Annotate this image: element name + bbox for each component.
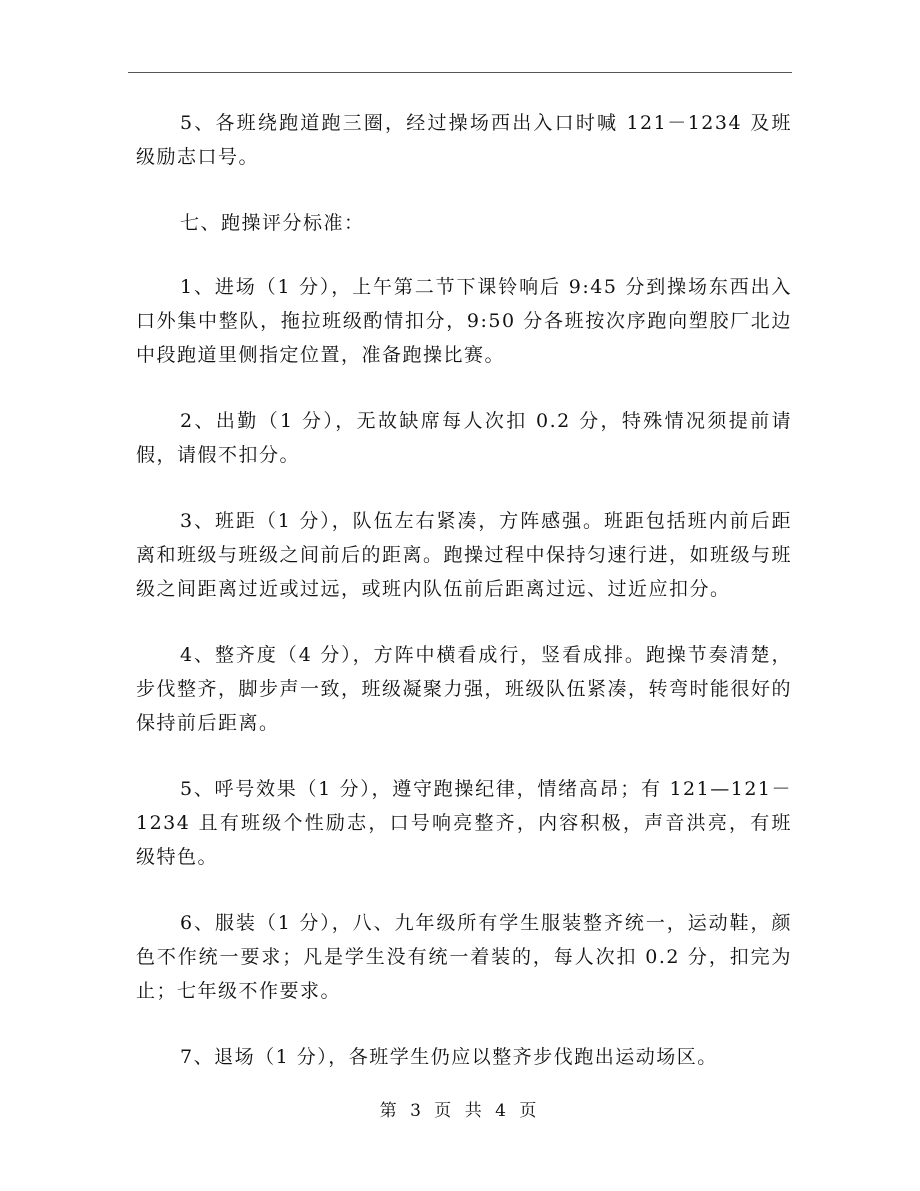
section-heading-scoring-criteria: 七、跑操评分标准： [180,212,365,234]
paragraph-run-three-laps: 5、各班绕跑道跑三圈，经过操场西出入口时喊 121－1234 及班级励志口号。 [136,112,792,168]
paragraph-attendance: 2、出勤（1 分），无故缺席每人次扣 0.2 分，特殊情况须提前请假，请假不扣分。 [136,410,792,466]
paragraph-exit: 7、退场（1 分），各班学生仍应以整齐步伐跑出运动场区。 [180,1046,718,1068]
header-rule [128,72,792,73]
paragraph-clothing: 6、服装（1 分），八、九年级所有学生服装整齐统一，运动鞋，颜色不作统一要求；凡是学生没有统一着装的，每人次扣 0.2 分，扣完为止；七年级不作要求。 [136,912,792,1002]
paragraph-class-spacing: 3、班距（1 分），队伍左右紧凑，方阵感强。班距包括班内前后距离和班级与班级之间前后的距离。跑操过程中保持匀速行进，如班级与班级之间距离过近或过远，或班内队伍前后距离过远、过近应扣分。 [136,510,793,600]
document-body [136,106,792,1106]
paragraph-uniformity: 4、整齐度（4 分），方阵中横看成行，竖看成排。跑操节奏清楚，步伐整齐，脚步声一致，班级凝聚力强，班级队伍紧凑，转弯时能很好的保持前后距离。 [136,644,793,734]
paragraph-chant-effect: 5、呼号效果（1 分），遵守跑操纪律，情绪高昂；有 121—121－1234 且有班级个性励志，口号响亮整齐，内容积极，声音洪亮，有班级特色。 [136,778,792,868]
page-number-footer: 第 3 页 共 4 页 [379,1101,541,1121]
paragraph-entry: 1、进场（1 分），上午第二节下课铃响后 9:45 分到操场东西出入口外集中整队，拖拉班级酌情扣分，9:50 分各班按次序跑向塑胶厂北边中段跑道里侧指定位置，准备跑操比赛。 [136,276,792,366]
